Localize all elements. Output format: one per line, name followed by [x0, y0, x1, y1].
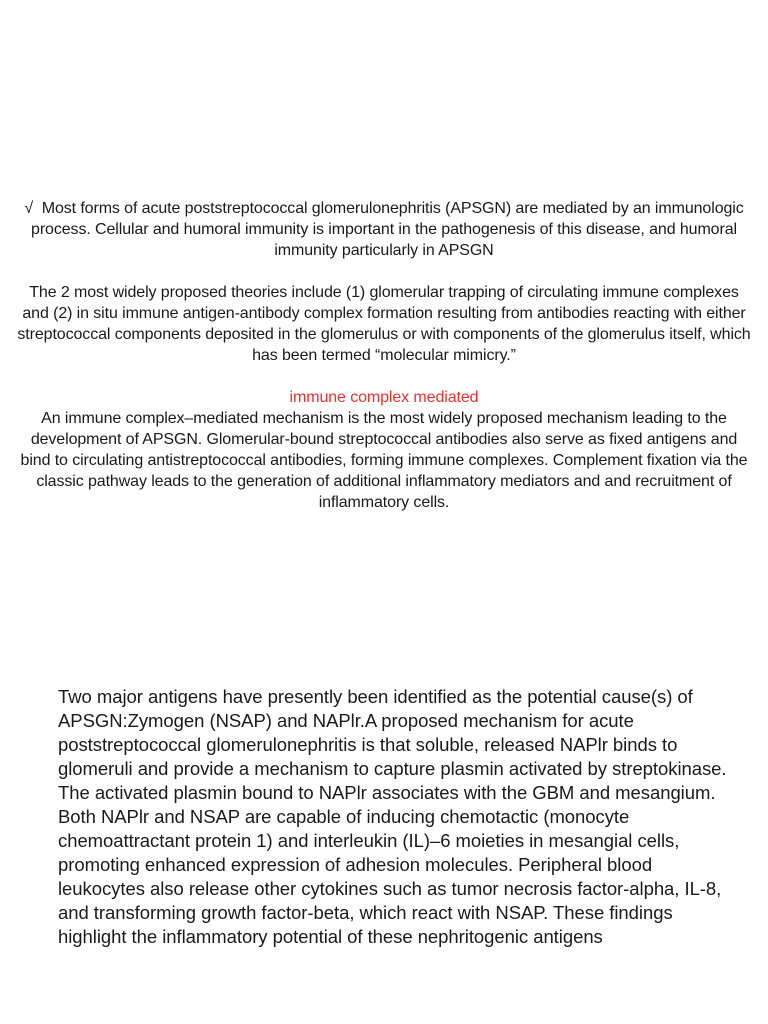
- bullet-paragraph: [14, 198, 754, 261]
- spacer: [14, 366, 754, 387]
- theories-paragraph: The 2 most widely proposed theories include (1) glomerular trapping of circulating immune complexes and (2) in situ immune antigen-antibody complex formation resulting from antibodies reacting with either streptococcal components deposited in the glomerulus or with components of the glomerulus itself, which has been termed “molecular mimicry.”: [17, 284, 751, 364]
- checkmark-bullet: √: [24, 200, 34, 217]
- immune-complex-heading: immune complex mediated: [289, 389, 479, 406]
- slide-text-block: [14, 198, 754, 513]
- spacer: [14, 261, 754, 282]
- bullet-text: Most forms of acute poststreptococcal glomerulonephritis (APSGN) are mediated by an immunologic process. Cellular and humoral immunity is important in the pathogenesis of this disease, and humoral immunity particularly in APSGN: [31, 200, 744, 259]
- slide-nephritogenic-antigens: [0, 512, 768, 1024]
- antigens-paragraph: Two major antigens have presently been identified as the potential cause(s) of APSGN:Zymogen (NSAP) and NAPlr.A proposed mechanism for acute poststreptococcal glomerulonephritis is that soluble, released NAPlr binds to glomeruli and provide a mechanism to capture plasmin activated by streptokinase. The activated plasmin bound to NAPlr associates with the GBM and mesangium. Both NAPlr and NSAP are capable of inducing chemotactic (monocyte chemoattractant protein 1) and interleukin (IL)–6 moieties in mesangial cells, promoting enhanced expression of adhesion molecules. Peripheral blood leukocytes also release other cytokines such as tumor necrosis factor-alpha, IL-8, and transforming growth factor-beta, which react with NSAP. These findings highlight the inflammatory potential of these nephritogenic antigens: [58, 686, 727, 947]
- mechanism-paragraph: An immune complex–mediated mechanism is the most widely proposed mechanism leading to the development of APSGN. Glomerular-bound streptococcal antibodies also serve as fixed antigens and bind to circulating antistreptococcal antibodies, forming immune complexes. Complement fixation via the classic pathway leads to the generation of additional inflammatory mediators and and recruitment of inflammatory cells.: [20, 410, 748, 511]
